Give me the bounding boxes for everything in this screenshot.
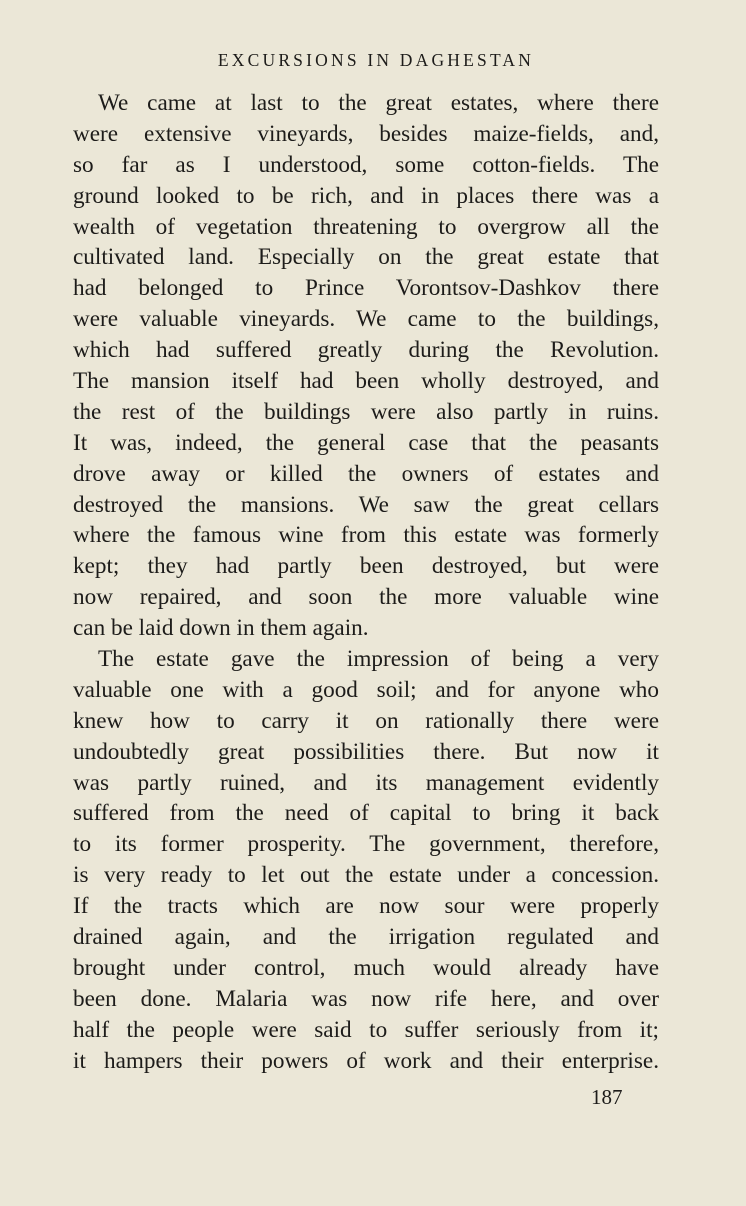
text-line: so far as I understood, some cotton-fields. The	[73, 151, 659, 178]
text-line: it hampers their powers of work and their enterprise.	[73, 1047, 659, 1074]
text-line: destroyed the mansions. We saw the great cellars	[73, 491, 659, 518]
text-line: were extensive vineyards, besides maize-fields, and,	[73, 120, 659, 147]
text-line: cultivated land. Especially on the great estate that	[73, 244, 659, 271]
text-line: If the tracts which are now sour were properly	[73, 893, 659, 920]
text-line: were valuable vineyards. We came to the buildings,	[73, 306, 659, 333]
text-line: drained again, and the irrigation regulated and	[73, 924, 659, 951]
text-line: We came at last to the great estates, where there	[98, 90, 659, 116]
text-line: had belonged to Prince Vorontsov-Dashkov there	[73, 275, 659, 302]
text-line: can be laid down in them again.	[73, 615, 369, 642]
text-line: It was, indeed, the general case that the peasants	[73, 429, 659, 456]
text-line: wealth of vegetation threatening to overgrow all the	[73, 213, 659, 240]
text-line: suffered from the need of capital to bring it back	[73, 800, 659, 827]
text-line: The estate gave the impression of being a very	[98, 646, 659, 673]
text-line: half the people were said to suffer seriously from it;	[73, 1016, 659, 1043]
page-number: 187	[591, 1085, 623, 1109]
text-line: now repaired, and soon the more valuable wine	[73, 584, 659, 611]
text-line: was partly ruined, and its management evidently	[73, 769, 659, 796]
text-line: to its former prosperity. The government, therefore,	[73, 831, 659, 858]
text-line: the rest of the buildings were also partly in ruins.	[73, 398, 659, 425]
text-line: kept; they had partly been destroyed, but were	[73, 553, 659, 580]
text-line: where the famous wine from this estate was formerly	[73, 522, 659, 549]
body-text	[73, 88, 659, 1077]
text-line: brought under control, much would already have	[73, 954, 659, 981]
text-line: ground looked to be rich, and in places there was a	[73, 182, 659, 209]
text-line: knew how to carry it on rationally there were	[73, 707, 659, 734]
running-head: EXCURSIONS IN DAGHESTAN	[217, 50, 535, 70]
text-line: drove away or killed the owners of estates and	[73, 460, 659, 487]
text-line: The mansion itself had been wholly destroyed, and	[73, 368, 659, 395]
text-line: undoubtedly great possibilities there. But now it	[73, 738, 659, 765]
text-line: which had suffered greatly during the Revolution.	[73, 337, 659, 364]
text-line: been done. Malaria was now rife here, and over	[73, 985, 659, 1012]
text-line: valuable one with a good soil; and for anyone who	[73, 676, 659, 703]
text-line: is very ready to let out the estate under a concession.	[73, 862, 659, 889]
